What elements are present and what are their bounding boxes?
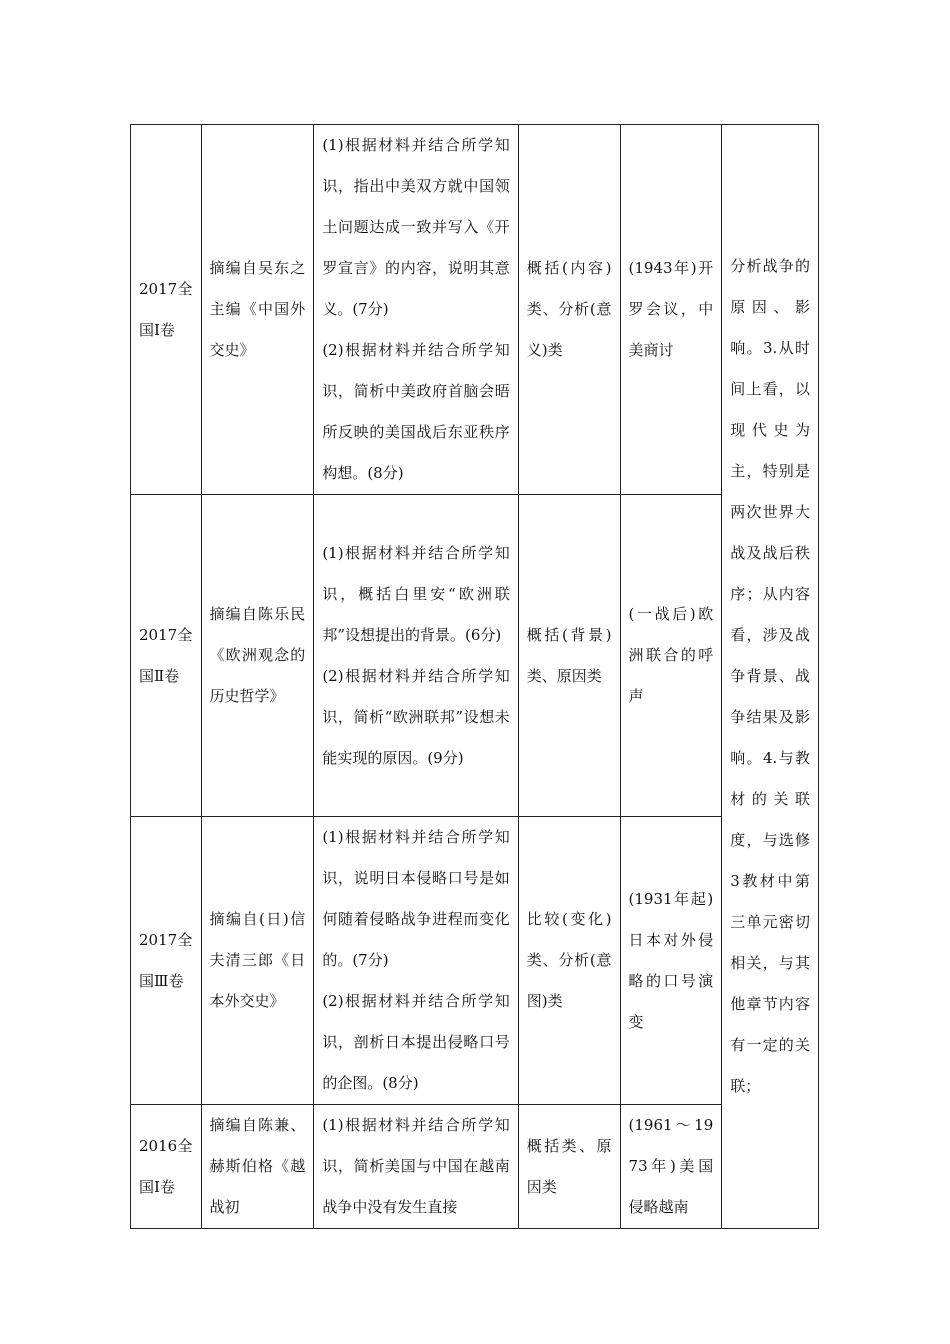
table-row <box>131 817 819 1105</box>
question-type-cell: 概括(背景)类、原因类 <box>518 495 620 817</box>
question-2: (2)根据材料并结合所学知识，剖析日本提出侵略口号的企图。(8分) <box>322 992 510 1092</box>
question-1: (1)根据材料并结合所学知识，指出中美双方就中国领土问题达成一致并写入《开罗宣言》的内容，说明其意义。(7分) <box>322 136 510 318</box>
question-cell <box>314 817 518 1105</box>
exam-year-cell: 2017全国Ⅰ卷 <box>131 125 202 495</box>
exam-analysis-table <box>130 124 819 1229</box>
exam-year-cell: 2017全国Ⅱ卷 <box>131 495 202 817</box>
notes-cell: 分析战争的原因、影响。3.从时间上看，以现代史为主，特别是两次世界大战及战后秩序；从内容看，涉及战争背景、战争结果及影响。4.与教材的关联度，与选修3教材中第三单元密切相关，与其他章节内容有一定的关联； <box>722 125 819 1229</box>
table-row <box>131 1105 819 1229</box>
question-cell <box>314 495 518 817</box>
source-cell: 摘编自吴东之主编《中国外交史》 <box>201 125 314 495</box>
question-2: (2)根据材料并结合所学知识，简析“欧洲联邦”设想未能实现的原因。(9分) <box>322 666 510 767</box>
question-1: (1)根据材料并结合所学知识，说明日本侵略口号是如何随着侵略战争进程而变化的。(7分) <box>322 828 510 969</box>
question-1: (1)根据材料并结合所学知识，概括白里安“欧洲联邦”设想提出的背景。(6分) <box>322 543 510 644</box>
question-type-cell: 概括(内容)类、分析(意义)类 <box>518 125 620 495</box>
question-cell <box>314 125 518 495</box>
source-cell: 摘编自(日)信夫清三郎《日本外交史》 <box>201 817 314 1105</box>
content-cell: (1961～1973年)美国侵略越南 <box>620 1105 722 1229</box>
question-cell <box>314 1105 518 1229</box>
exam-year-cell: 2016全国Ⅰ卷 <box>131 1105 202 1229</box>
content-cell: (一战后)欧洲联合的呼声 <box>620 495 722 817</box>
source-cell: 摘编自陈兼、赫斯伯格《越战初 <box>201 1105 314 1229</box>
content-cell: (1931年起)日本对外侵略的口号演变 <box>620 817 722 1105</box>
question-type-cell: 比较(变化)类、分析(意图)类 <box>518 817 620 1105</box>
exam-year-cell: 2017全国Ⅲ卷 <box>131 817 202 1105</box>
question-2: (2)根据材料并结合所学知识，简析中美政府首脑会晤所反映的美国战后东亚秩序构想。(8分) <box>322 341 510 482</box>
question-1: (1)根据材料并结合所学知识，简析美国与中国在越南战争中没有发生直接 <box>322 1116 510 1216</box>
table-row <box>131 125 819 495</box>
content-cell: (1943年)开罗会议，中美商讨 <box>620 125 722 495</box>
table-row <box>131 495 819 817</box>
question-type-cell: 概括类、原因类 <box>518 1105 620 1229</box>
source-cell: 摘编自陈乐民《欧洲观念的历史哲学》 <box>201 495 314 817</box>
